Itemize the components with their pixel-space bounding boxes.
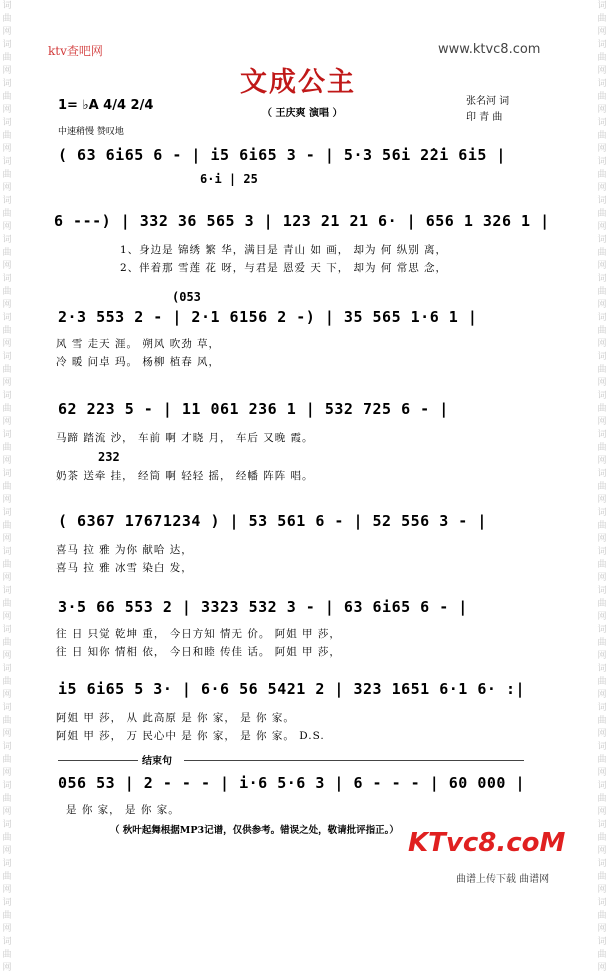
brand-logo[interactable]: KTvc8.coM: [408, 828, 566, 858]
lyric-row-6-verse-2: 喜马 拉 雅 冰雪 染白 发，: [56, 562, 193, 574]
score-row-6: ( 6367 17671234 ) | 53 561 6 - | 52 556 3 - |: [58, 512, 487, 530]
score-row-1-sub: 6·i | 25: [200, 172, 258, 186]
lyricist-credit: 张名河 词: [466, 96, 510, 107]
watermark-right: 词曲网词曲网词曲网词曲网词曲网词曲网词曲网词曲网词曲网词曲网词曲网词曲网词曲网词曲网词曲网词曲网词曲网词曲网词曲网词曲网词曲网词曲网词曲网词曲网词曲网: [597, 1, 607, 973]
lyric-row-7-verse-1: 往 日 只觉 乾坤 重， 今日方知 情无 价。 阿姐 甲 莎，: [56, 628, 341, 640]
lyric-row-6-verse-1: 喜马 拉 雅 为你 献哈 达，: [56, 544, 193, 556]
lyric-row-5: 奶茶 送牵 挂， 经筒 啊 轻轻 摇， 经幡 阵阵 唱。: [56, 470, 314, 482]
lyric-row-3-verse-2: 冷 暖 问卓 玛。 杨柳 植春 风，: [56, 356, 221, 368]
song-title: 文成公主: [240, 67, 356, 98]
score-row-9: 056 53 | 2 - - - | i·6 5·6 3 | 6 - - - | 60 000 |: [58, 774, 526, 792]
lyric-row-2-verse-2: 2、伴着那 雪莲 花 呀，与君是 恩爱 天 下， 却为 何 常思 念，: [120, 262, 448, 274]
lyric-row-4: 马蹄 踏流 沙， 车前 啊 才晓 月， 车后 又晚 霞。: [56, 432, 314, 444]
brand-tagline[interactable]: 曲谱上传下载 曲谱网: [456, 874, 550, 885]
watermark-left: 词曲网词曲网词曲网词曲网词曲网词曲网词曲网词曲网词曲网词曲网词曲网词曲网词曲网词曲网词曲网词曲网词曲网词曲网词曲网词曲网词曲网词曲网词曲网词曲网词曲网: [2, 1, 12, 973]
lyric-row-8-verse-1: 阿姐 甲 莎， 从 此高原 是 你 家， 是 你 家。: [56, 712, 295, 724]
score-row-8: i5 6i65 5 3· | 6·6 56 5421 2 | 323 1651 6·1 6· :|: [58, 680, 526, 698]
site-name[interactable]: ktv查吧网: [48, 44, 103, 58]
score-row-1: ( 63 6i65 6 - | i5 6i65 3 - | 5·3 56i 2̇2̇i 6i5 |: [58, 146, 506, 164]
score-row-5-sub: 232: [98, 450, 120, 464]
footer-note: （ 秋叶起舞根据MP3记谱，仅供参考。错误之处，敬请批评指正。）: [110, 825, 399, 836]
score-row-3-sub: (053: [172, 290, 201, 304]
lyric-row-8-verse-2: 阿姐 甲 莎， 万 民心中 是 你 家， 是 你 家。 D.S.: [56, 730, 325, 742]
key-signature: 1= ♭A 4/4 2/4: [58, 98, 154, 113]
singer-credit: （ 王庆爽 演唱 ）: [262, 108, 343, 119]
coda-line-left: [58, 760, 138, 761]
score-row-4: 62 223 5 - | 11 061 236 1 | 532 725 6 - |: [58, 400, 449, 418]
site-url[interactable]: www.ktvc8.com: [438, 42, 541, 57]
score-row-3: 2·3 553 2 - | 2·1 6156 2 -) | 35 565 1·6 1 |: [58, 308, 478, 326]
lyric-row-2-verse-1: 1、身边是 锦绣 繁 华，满目是 青山 如 画， 却为 何 纵别 离，: [120, 244, 448, 256]
composer-credit: 印 青 曲: [466, 112, 503, 123]
coda-line-right: [184, 760, 524, 761]
lyric-row-3-verse-1: 风 雪 走天 涯。 朔风 吹劲 草，: [56, 338, 221, 350]
score-row-2: 6 ---) | 332 36 565 3 | 123 21 21 6· | 656 1 326 1 |: [54, 212, 550, 230]
lyric-row-7-verse-2: 往 日 知你 情相 依， 今日和睦 传佳 话。 阿姐 甲 莎，: [56, 646, 341, 658]
tempo-marking: 中速稍慢 赞叹地: [58, 127, 124, 137]
coda-label: 结束句: [142, 756, 172, 767]
score-row-7: 3·5 66 553 2 | 3323 532 3 - | 63 6i65 6 - |: [58, 598, 468, 616]
lyric-row-9: 是 你 家， 是 你 家。: [66, 804, 180, 816]
